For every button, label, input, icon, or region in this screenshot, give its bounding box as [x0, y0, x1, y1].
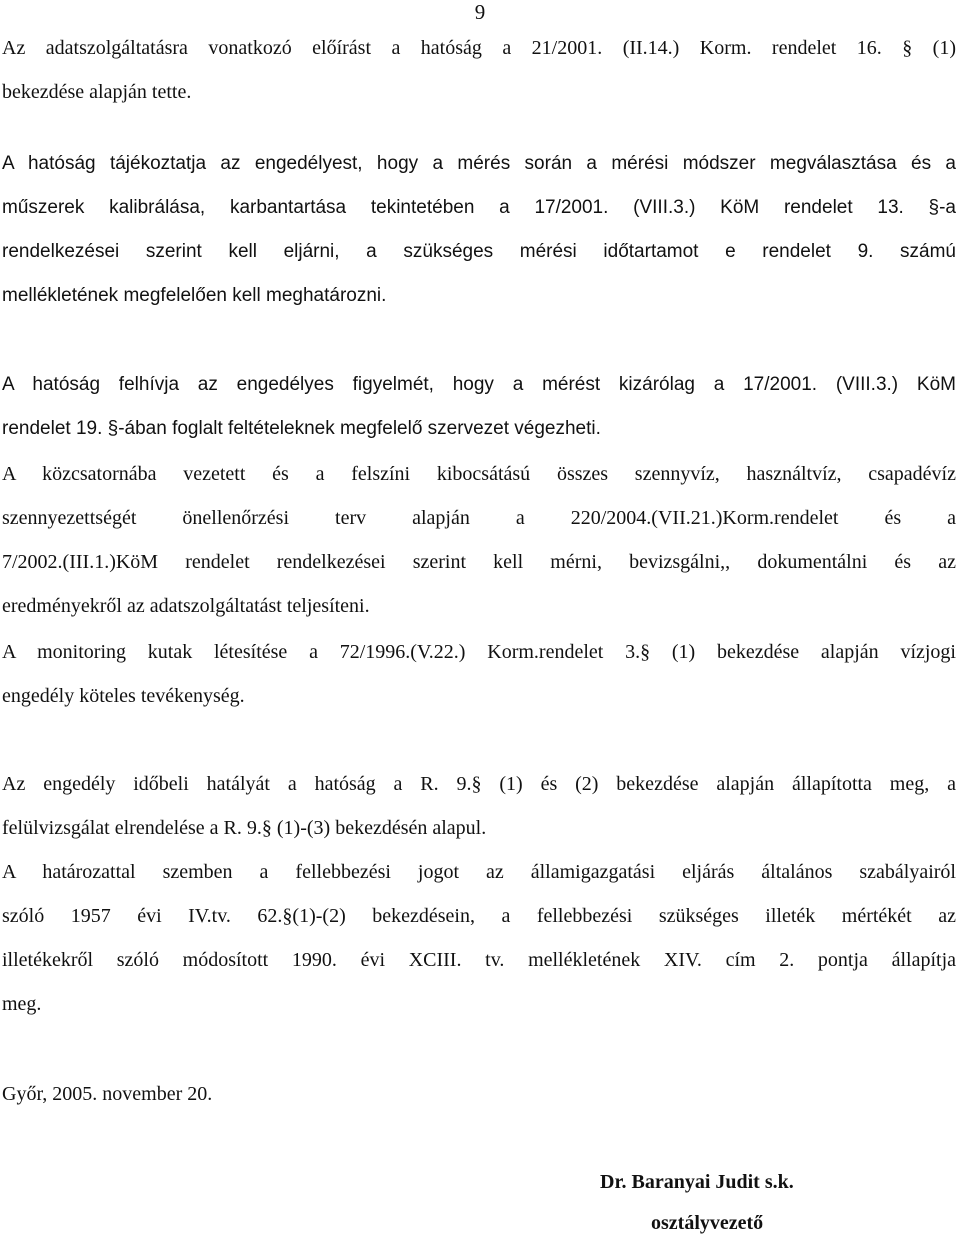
paragraph-line: illetékekről szóló módosított 1990. évi XCIII. tv. mellékletének XIV. cím 2. pontja állapítja	[2, 949, 956, 971]
paragraph-line: felülvizsgálat elrendelése a R. 9.§ (1)-(3) bekezdésén alapul.	[2, 817, 487, 839]
paragraph-line: A hatóság tájékoztatja az engedélyest, hogy a mérés során a mérési módszer megválasztása és a	[2, 153, 956, 174]
paragraph-line: Az engedély időbeli hatályát a hatóság a R. 9.§ (1) és (2) bekezdése alapján állapította meg, a	[2, 773, 956, 795]
paragraph-data-reporting	[2, 26, 956, 114]
paragraph-line: szóló 1957 évi IV.tv. 62.§(1)-(2) bekezdésein, a fellebbezési szükséges illeték mértékét az	[2, 905, 956, 927]
place-and-date	[2, 1082, 956, 1106]
paragraph-line: mellékletének megfelelően kell meghatározni.	[2, 285, 387, 306]
paragraph-line: Az adatszolgáltatásra vonatkozó előírást a hatóság a 21/2001. (II.14.) Korm. rendelet 16. § (1)	[2, 37, 956, 59]
paragraph-line: szennyezettségét önellenőrzési terv alapján a 220/2004.(VII.21.)Korm.rendelet és a	[2, 507, 956, 529]
page-number: 9	[474, 0, 486, 24]
paragraph-line: rendelet 19. §-ában foglalt feltételeknek megfelelő szervezet végezheti.	[2, 418, 601, 439]
paragraph-validity	[2, 762, 956, 850]
paragraph-monitoring-wells	[2, 630, 956, 718]
place-date-line: Győr, 2005. november 20.	[2, 1083, 213, 1105]
paragraph-line: eredményekről az adatszolgáltatást teljesíteni.	[2, 595, 370, 617]
paragraph-line: A hatóság felhívja az engedélyes figyelmét, hogy a mérést kizárólag a 17/2001. (VIII.3.) KöM	[2, 374, 956, 395]
paragraph-line: meg.	[2, 993, 42, 1015]
signature-title: osztályvezető	[651, 1212, 764, 1234]
signature-name: Dr. Baranyai Judit s.k.	[600, 1171, 794, 1193]
paragraph-measurement-info	[2, 142, 956, 318]
paragraph-line: A monitoring kutak létesítése a 72/1996.(V.22.) Korm.rendelet 3.§ (1) bekezdése alapján vízjogi	[2, 641, 956, 663]
paragraph-line: rendelkezései szerint kell eljárni, a szükséges mérési időtartamot e rendelet 9. számú	[2, 241, 956, 262]
paragraph-line: bekezdése alapján tette.	[2, 81, 192, 103]
paragraph-line: 7/2002.(III.1.)KöM rendelet rendelkezései szerint kell mérni, bevizsgálni,, dokumentálni és az	[2, 551, 956, 573]
paragraph-line: engedély köteles tevékenység.	[2, 685, 245, 707]
paragraph-wastewater	[2, 452, 956, 628]
paragraph-measurement-organization	[2, 363, 956, 451]
paragraph-appeal	[2, 850, 956, 1026]
paragraph-line: műszerek kalibrálása, karbantartása tekintetében a 17/2001. (VIII.3.) KöM rendelet 13. §-a	[2, 197, 956, 218]
paragraph-line: A közcsatornába vezetett és a felszíni kibocsátású összes szennyvíz, használtvíz, csapadévíz	[2, 463, 956, 485]
paragraph-line: A határozattal szemben a fellebbezési jogot az államigazgatási eljárás általános szabályairól	[2, 861, 956, 883]
